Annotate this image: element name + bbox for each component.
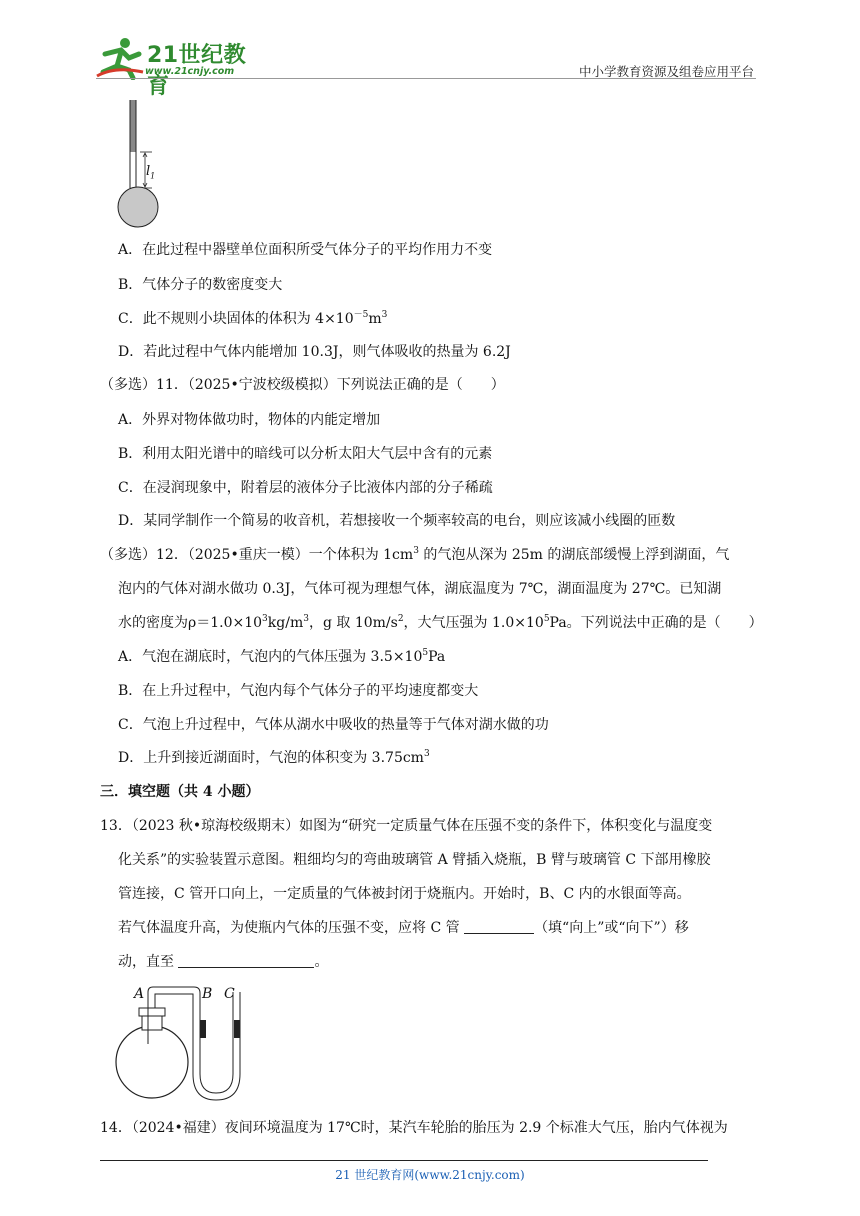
q12-stem-line3: 水的密度为$\rho=1.0\times 10^3kg/m^3$，g 取 $10m/s^2$，大气压强为 $1.0\times 10^5Pa$。下列说法中正确的是（ ） bbox=[118, 614, 763, 631]
q14-stem-line1: 14．（2024•福建）夜间环境温度为 17℃时，某汽车轮胎的胎压为 2.9 个标准大气压，胎内气体视为 bbox=[100, 1120, 728, 1136]
runner-logo-icon bbox=[95, 36, 147, 80]
section-title: 三．填空题（共 4 小题） bbox=[100, 784, 260, 800]
footer-divider bbox=[100, 1160, 708, 1161]
header-divider bbox=[96, 78, 756, 79]
flask-tube-figure bbox=[112, 100, 172, 230]
length-label: $l_1$ bbox=[146, 164, 156, 181]
logo-text: 21世纪教育 bbox=[147, 43, 247, 99]
q12-stem-line2: 泡内的气体对湖水做功 0.3J，气体可视为理想气体，湖底温度为 7℃，湖面温度为 27℃。已知湖 bbox=[118, 581, 722, 597]
q12-stem-line1: （多选）12．（2025•重庆一模）一个体积为 $1cm^3$ 的气泡从深为 25m 的湖底部缓慢上浮到湖面，气 bbox=[100, 546, 730, 563]
q13-stem-line1: 13．（2023 秋•琼海校级期末）如图为“研究一定质量气体在压强不变的条件下，体积变化与温度变 bbox=[100, 818, 713, 834]
logo-url: www.21cnjy.com bbox=[145, 66, 235, 77]
header-platform-name: 中小学教育资源及组卷应用平台 bbox=[578, 64, 754, 79]
label-c: C bbox=[224, 986, 235, 1002]
q11-option-b: B．利用太阳光谱中的暗线可以分析太阳大气层中含有的元素 bbox=[118, 446, 493, 462]
q10-option-a: A．在此过程中器壁单位面积所受气体分子的平均作用力不变 bbox=[118, 242, 493, 258]
flask-u-tube-figure bbox=[114, 984, 264, 1104]
answer-blank-2[interactable] bbox=[178, 953, 314, 968]
q10-option-c: C．此不规则小块固体的体积为 $4\times 10^{-5}m^3$ bbox=[118, 310, 388, 327]
q13-stem-line2: 化关系”的实验装置示意图。粗细均匀的弯曲玻璃管 A 臂插入烧瓶，B 臂与玻璃管 C 下部用橡胶 bbox=[118, 852, 711, 868]
q12-option-b: B．在上升过程中，气泡内每个气体分子的平均速度都变大 bbox=[118, 683, 479, 699]
q13-stem-line4: 若气体温度升高，为使瓶内气体的压强不变，应将 C 管 （填“向上”或“向下”）移 bbox=[118, 920, 689, 936]
q11-option-a: A．外界对物体做功时，物体的内能定增加 bbox=[118, 412, 381, 428]
q12-option-a: A．气泡在湖底时，气泡内的气体压强为 $3.5\times 10^5Pa$ bbox=[118, 648, 446, 665]
q13-stem-line3: 管连接，C 管开口向上，一定质量的气体被封闭于烧瓶内。开始时，B、C 内的水银面等高。 bbox=[118, 886, 691, 902]
answer-blank-1[interactable] bbox=[464, 919, 534, 934]
q11-option-d: D．某同学制作一个简易的收音机，若想接收一个频率较高的电台，则应该减小线圈的匝数 bbox=[118, 513, 676, 529]
label-a: A bbox=[134, 986, 145, 1002]
q10-option-d: D．若此过程中气体内能增加 10.3J，则气体吸收的热量为 6.2J bbox=[118, 344, 511, 360]
q11-stem: （多选）11．（2025•宁波校级模拟）下列说法正确的是（ ） bbox=[100, 377, 505, 393]
q11-option-c: C．在浸润现象中，附着层的液体分子比液体内部的分子稀疏 bbox=[118, 480, 493, 496]
site-logo bbox=[95, 36, 265, 99]
q12-option-d: D．上升到接近湖面时，气泡的体积变为 $3.75cm^3$ bbox=[118, 749, 430, 766]
q10-option-b: B．气体分子的数密度变大 bbox=[118, 277, 283, 293]
footer-text[interactable]: 21 世纪教育网(www.21cnjy.com) bbox=[335, 1168, 525, 1182]
label-b: B bbox=[202, 986, 213, 1002]
q12-option-c: C．气泡上升过程中，气体从湖水中吸收的热量等于气体对湖水做的功 bbox=[118, 717, 549, 733]
q13-stem-line5: 动，直至 。 bbox=[118, 954, 329, 970]
